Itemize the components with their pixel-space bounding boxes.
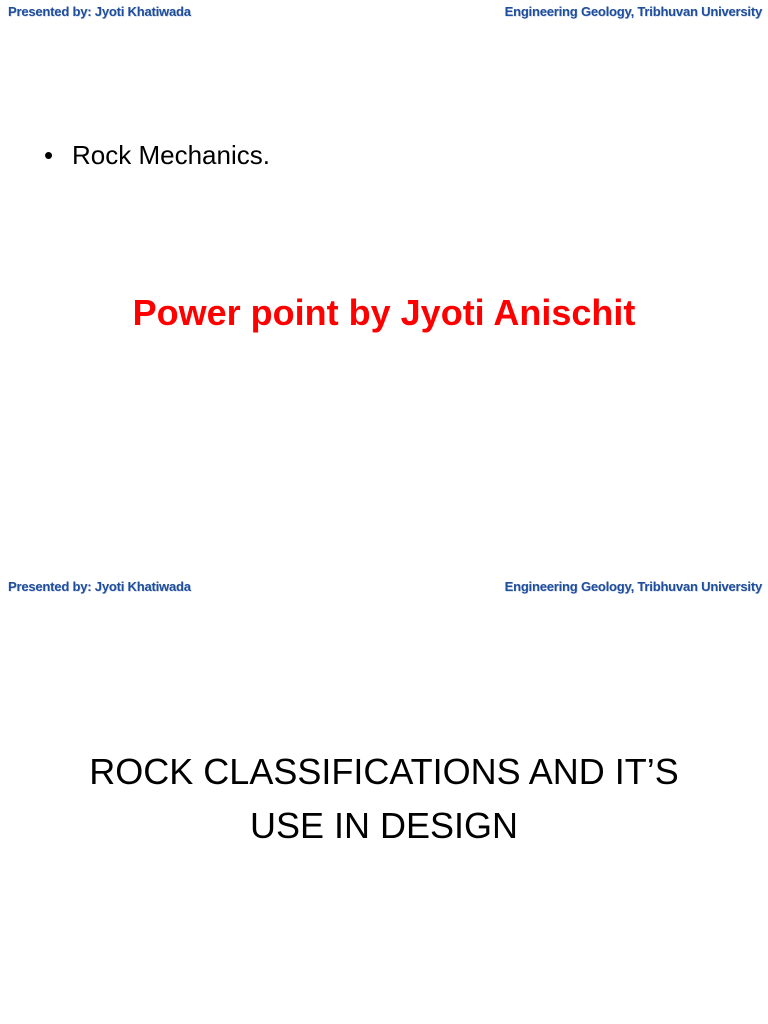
bullet-item bbox=[44, 138, 270, 172]
slide-header bbox=[0, 4, 768, 24]
slide-header bbox=[0, 579, 768, 599]
slide-title bbox=[0, 745, 768, 853]
course-label: Engineering Geology, Tribhuvan University bbox=[504, 579, 762, 594]
presenter-label: Presented by: Jyoti Khatiwada bbox=[8, 4, 191, 19]
bullet-text: Rock Mechanics. bbox=[72, 140, 270, 170]
bullet-icon: • bbox=[44, 140, 54, 170]
slide-2 bbox=[0, 575, 768, 1024]
presenter-label: Presented by: Jyoti Khatiwada bbox=[8, 579, 191, 594]
course-label: Engineering Geology, Tribhuvan University bbox=[504, 4, 762, 19]
author-title: Power point by Jyoti Anischit bbox=[132, 292, 636, 333]
slide-title-line-1: ROCK CLASSIFICATIONS AND IT’S bbox=[89, 751, 679, 792]
slide-title-line-2: USE IN DESIGN bbox=[249, 805, 519, 846]
